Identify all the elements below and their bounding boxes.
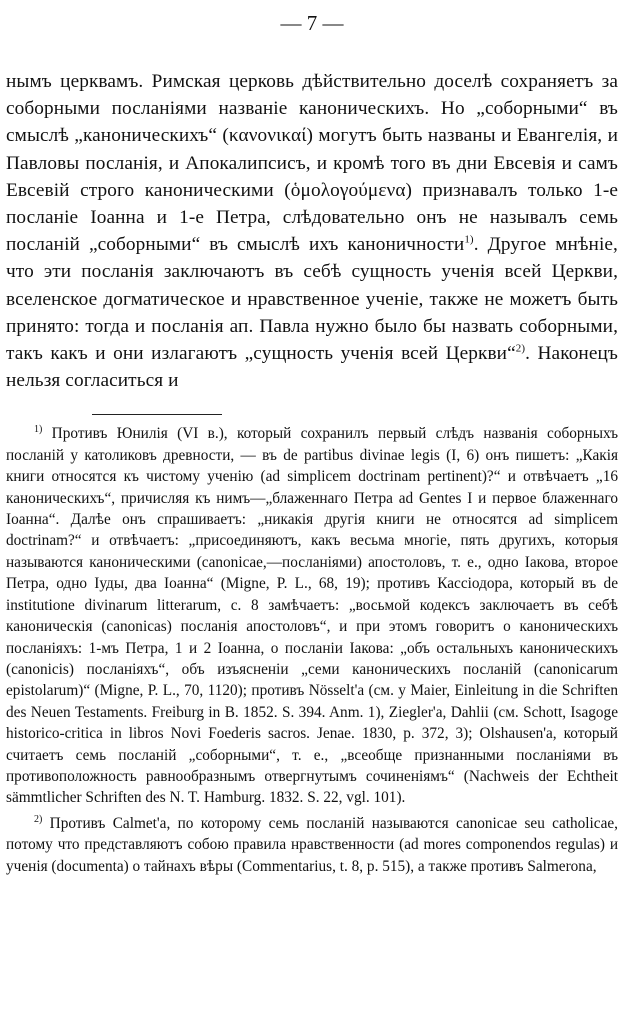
footnote-separator [92,414,222,415]
footnotes [6,423,618,877]
body-text-middle: . Другое мнѣніе, что эти посланія заключаютъ въ себѣ сущность ученія всей Церкви, вселенское догматическое и нравственное ученіе, также не можетъ быть принято: тогда и посланія ап. Павла нужно было бы назвать соборными, такъ какъ и они излагаютъ „сущность ученія всей Церкви“ [6,234,618,365]
footnote-ref-2[interactable]: 2) [515,342,526,355]
footnote-1-mark: 1) [34,424,43,436]
footnote-ref-1[interactable]: 1) [464,233,474,246]
footnote-2 [6,813,618,877]
body-text-start: нымъ церквамъ. Римская церковь дѣйствительно доселѣ сохраняетъ за соборными посланіями названіе каноническихъ. Но „соборными“ въ смыслѣ „каноническихъ“ (κανονικαί) могутъ быть названы и Евангелія, и Павловы посланія, и Апокалипсисъ, и кромѣ того въ дни Евсевія и самъ Евсевій строго каноническими (ὁμολογούμενα) признавалъ только 1-е посланіе Іоанна и 1-е Петра, слѣдовательно онъ не называлъ семь посланій „соборными“ въ смыслѣ ихъ каноничности [6,71,618,256]
footnote-1-text: Противъ Юнилія (VI в.), который сохранилъ первый слѣдъ названія соборныхъ посланій у католиковъ древности, — въ de partibus divinae legis (I, 6) онъ пишетъ: „Какія книги относятся къ чистому ученію (ad simplicem doctrinam pertinent)?“ и отвѣчаетъ „16 каноническихъ“, причисляя къ нимъ—„блаженнаго Петра ad Gentes I и первое блаженнаго Іоанна“. Далѣе онъ спрашиваетъ: „никакія другія книги не относятся ad simplicem doctrinam?“ и отвѣчаетъ: „присоединяютъ, какъ весьма многіе, пять другихъ, которыя называются каноническими (canonicae,—посланіями) апостоловъ, т. е., одно Іакова, второе Петра, одно Іуды, два Іоанна“ (Migne, P. L., 68, 19); противъ Кассіодора, который въ de institutione divinarum litterarum, c. 8 замѣчаетъ: „восьмой кодексъ заключаетъ въ себѣ каноническія (canonicas) посланія апостоловъ“, и при этомъ говоритъ о каноническихъ посланіяхъ: 1-мъ Петра, 1 и 2 Іоанна, о посланіи Іакова: „объ остальныхъ каноническихъ (canonicis) посланіяхъ“, объ изъясненіи „семи каноническихъ посланій (canonicarum epistolarum)“ (Migne, P. L., 70, 1120); противъ Nösselt'а (см. у Maier, Einleitung in die Schriften des Neuen Testaments. Freiburg in B. 1852. S. 394. Anm. 1), Ziegler'а, Dahlii (см. Schott, Isagoge historico-critica in libros Novi Foederis sacros. Jenae. 1830, p. 372, 3); Olshausen'а, который считаетъ семь посланій „соборными“, т. е., „всеобще признанными посланіями въ противоположность равнообразнымъ отвергнутымъ сочиненіямъ“ (Nachweis der Echtheit sämmtlicher Schriften des N. T. Hamburg. 1832. S. 22, vgl. 101). [6,425,618,807]
body-text-end: . Наконецъ нельзя согласиться и [6,343,618,392]
page-number: — 7 — [280,11,344,35]
footnote-1 [6,423,618,808]
body-paragraph [6,68,618,394]
main-text [6,68,618,394]
footnote-2-mark: 2) [34,813,43,825]
footnote-2-text: Противъ Calmet'а, по которому семь посланій называются canonicae seu catholicae, потому что представляютъ собою правила нравственности (ad mores componendos regulas) и ученія (documenta) о тайнахъ вѣры (Commentarius, t. 8, p. 515), а также противъ Salmerona, [6,814,618,875]
